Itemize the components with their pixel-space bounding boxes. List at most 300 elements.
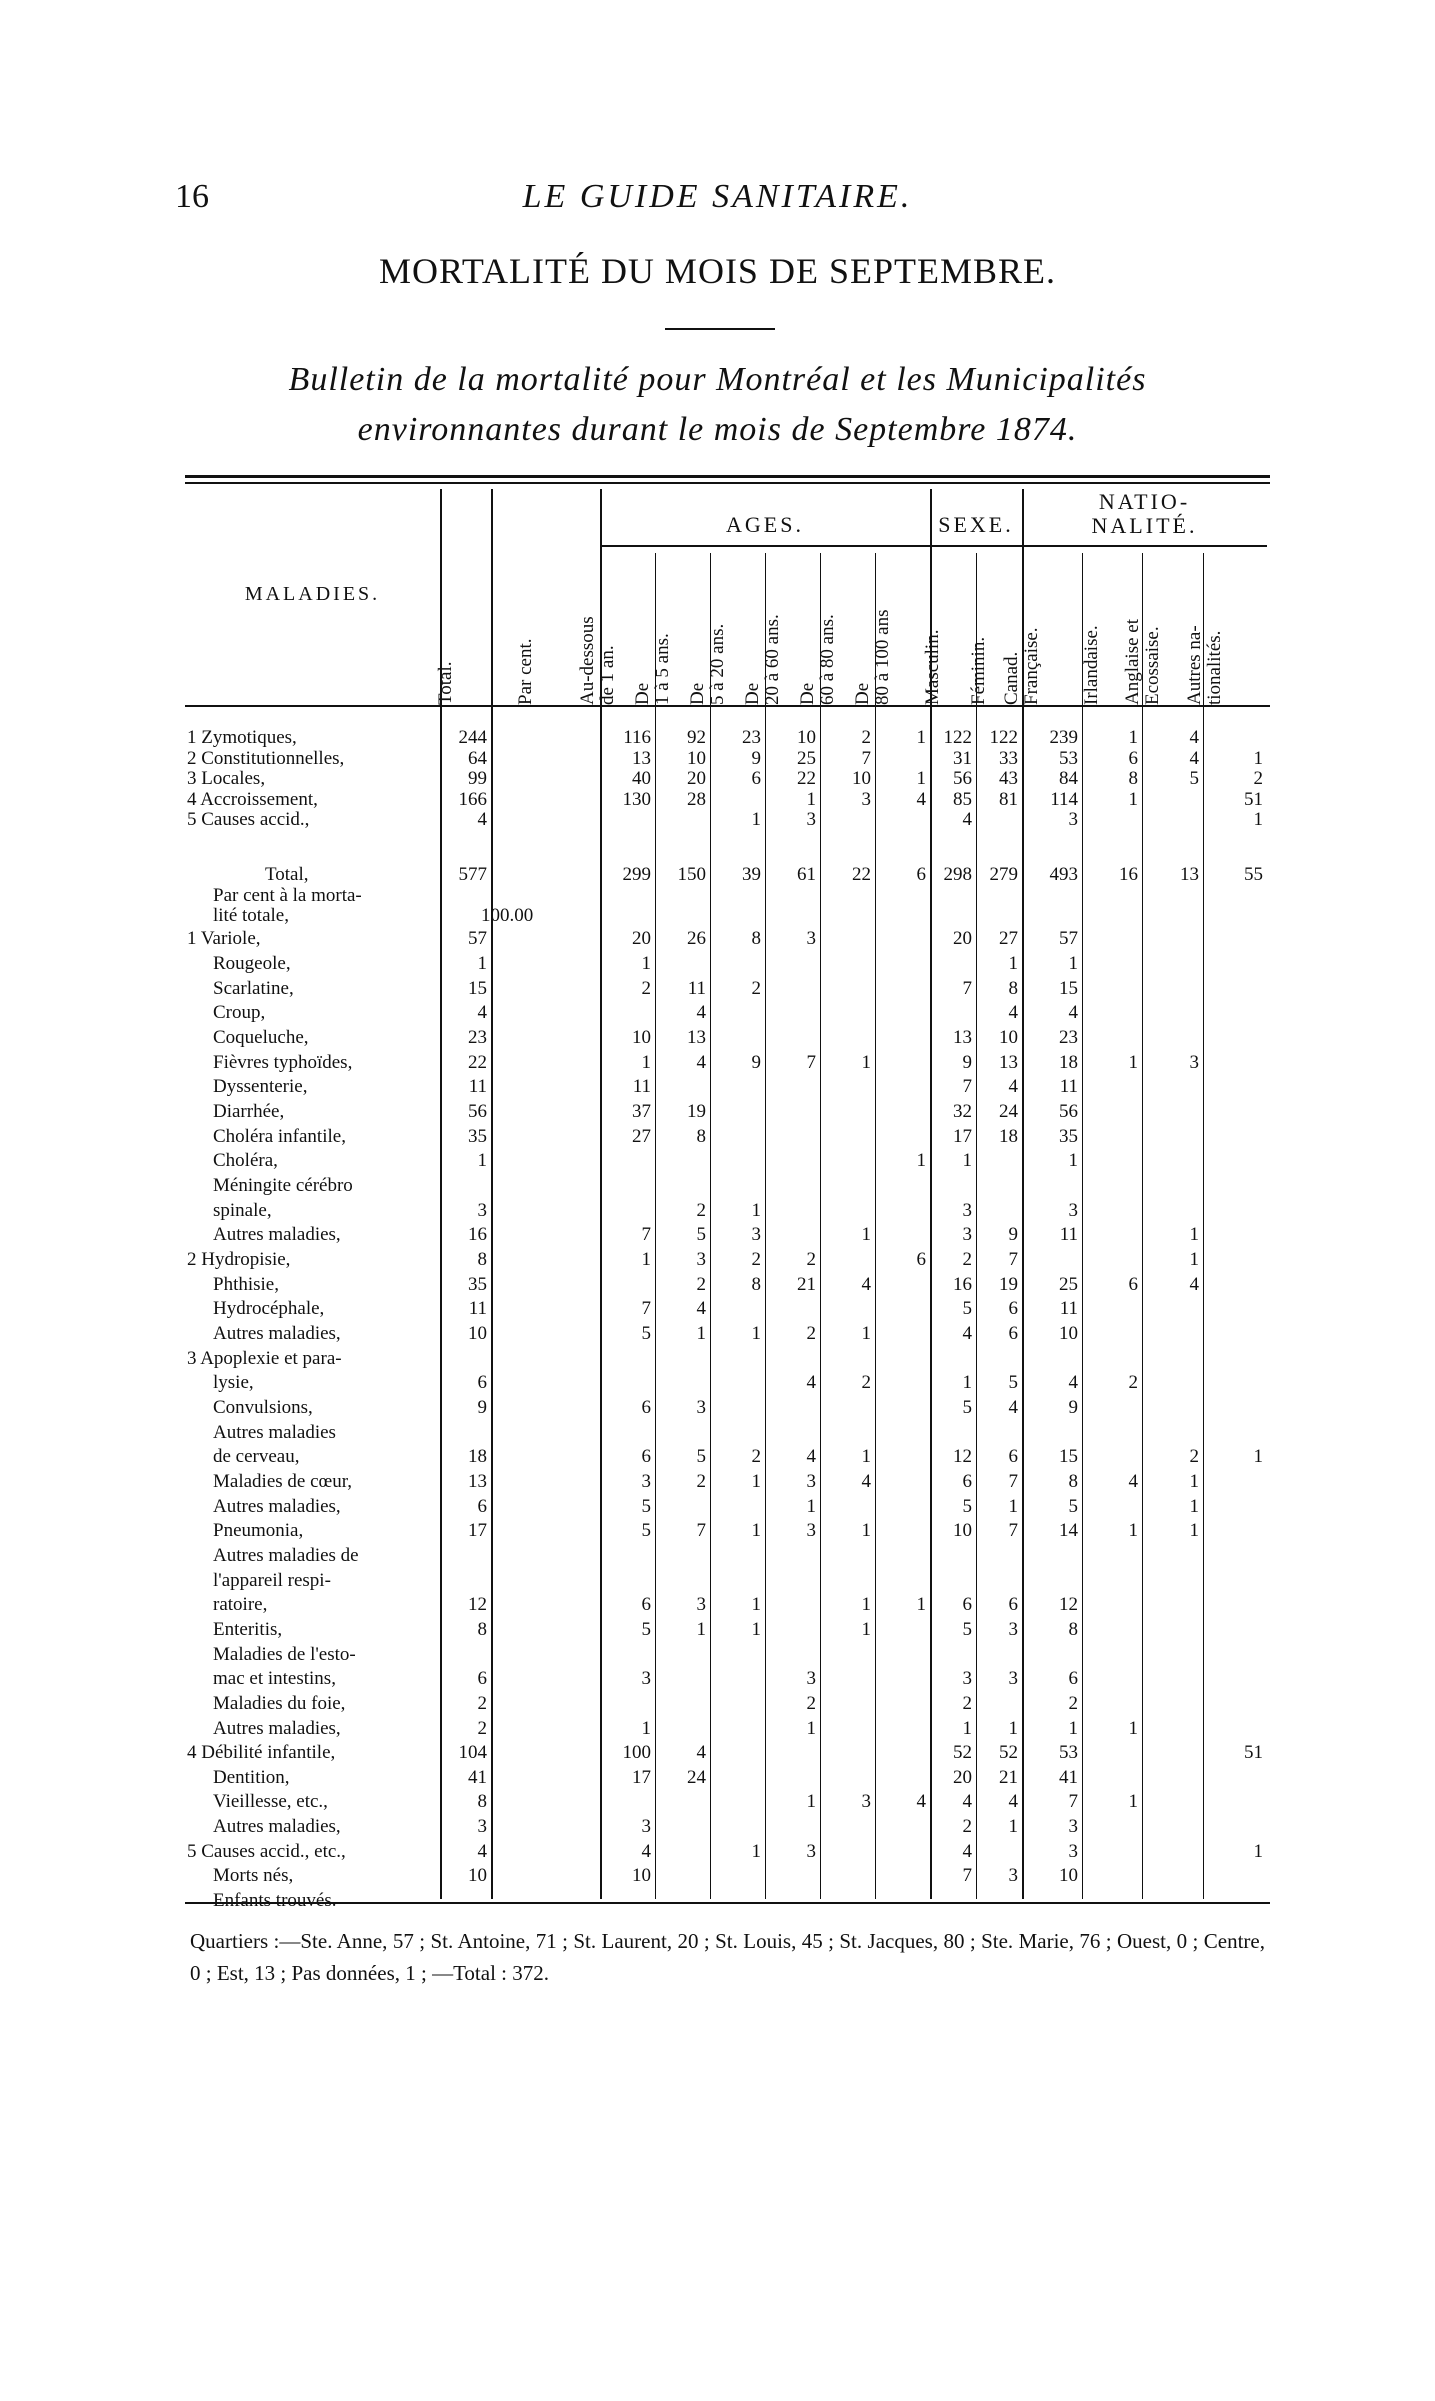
- table-cell: 7: [962, 1076, 972, 1097]
- table-cell: 1: [751, 809, 761, 830]
- header-bottom-rule: [185, 705, 1270, 707]
- table-row: [185, 1151, 1270, 1170]
- table-cell: 39: [742, 864, 761, 885]
- table-cell: 1: [916, 1594, 926, 1615]
- table-row: [185, 1275, 1270, 1294]
- column-header-label: De 1 à 5 ans.: [631, 633, 673, 705]
- table-row: [185, 1842, 1270, 1861]
- table-cell: 6: [1008, 1298, 1018, 1319]
- table-cell: 15: [1059, 978, 1078, 999]
- table-cell: 299: [622, 864, 651, 885]
- table-row: [185, 728, 1270, 747]
- table-cell: 32: [953, 1101, 972, 1122]
- maladies-header: MALADIES.: [244, 583, 381, 605]
- table-cell: 20: [953, 1767, 972, 1788]
- row-label: 1 Variole,: [187, 928, 261, 949]
- row-label: Enfants trouvés.: [213, 1890, 337, 1911]
- row-label: Diarrhée,: [213, 1101, 285, 1122]
- table-row: [185, 1423, 1270, 1442]
- table-row: [185, 1743, 1270, 1762]
- table-row: [185, 1028, 1270, 1047]
- table-cell: 56: [468, 1101, 487, 1122]
- table-cell: 4: [1008, 1002, 1018, 1023]
- table-cell: 1: [916, 768, 926, 789]
- table-cell: 1: [806, 1496, 816, 1517]
- table-cell: 99: [468, 768, 487, 789]
- page-title: MORTALITÉ DU MOIS DE SEPTEMBRE.: [379, 251, 1056, 291]
- table-cell: 2: [751, 1249, 761, 1270]
- table-cell: 1: [1128, 1718, 1138, 1739]
- table-cell: 114: [1050, 789, 1078, 810]
- table-cell: 2: [696, 1274, 706, 1295]
- row-label: Choléra,: [213, 1150, 278, 1171]
- table-row: [185, 1595, 1270, 1614]
- table-cell: 1: [1068, 1150, 1078, 1171]
- subtitle-line-2: environnantes durant le mois de Septembre 1874.: [357, 411, 1078, 448]
- table-row: [185, 1299, 1270, 1318]
- table-cell: 8: [751, 928, 761, 949]
- row-label: ratoire,: [213, 1594, 268, 1615]
- table-cell: 1: [861, 1619, 871, 1640]
- table-cell: 150: [677, 864, 706, 885]
- table-cell: 8: [696, 1126, 706, 1147]
- group-nationalite: NATIO- NALITÉ.: [1091, 489, 1198, 538]
- table-cell: 41: [468, 1767, 487, 1788]
- table-cell: 244: [458, 727, 487, 748]
- row-label: Hydrocéphale,: [213, 1298, 325, 1319]
- table-cell: 1: [916, 1150, 926, 1171]
- table-cell: 1: [641, 1718, 651, 1739]
- table-cell: 1: [1128, 789, 1138, 810]
- table-cell: 8: [477, 1249, 487, 1270]
- table-cell: 55: [1244, 864, 1263, 885]
- table-cell: 1: [641, 1052, 651, 1073]
- table-cell: 4: [861, 1274, 871, 1295]
- page-header: [175, 178, 1260, 228]
- table-cell: 4: [962, 809, 972, 830]
- table-cell: 5: [641, 1619, 651, 1640]
- table-cell: 33: [999, 748, 1018, 769]
- table-row: [185, 1521, 1270, 1540]
- table-cell: 1: [751, 1594, 761, 1615]
- table-bottom-rule: [185, 1902, 1270, 1904]
- table-cell: 8: [1068, 1471, 1078, 1492]
- table-row: [185, 1077, 1270, 1096]
- table-cell: 19: [999, 1274, 1018, 1295]
- table-cell: 7: [641, 1298, 651, 1319]
- table-cell: 116: [623, 727, 651, 748]
- table-cell: 57: [1059, 928, 1078, 949]
- table-cell: 1: [1189, 1496, 1199, 1517]
- row-label: 3 Apoplexie et para-: [187, 1348, 342, 1369]
- table-cell: 4: [962, 1841, 972, 1862]
- table-cell: 18: [1059, 1052, 1078, 1073]
- table-cell: 6: [1068, 1668, 1078, 1689]
- row-label: 3 Locales,: [187, 768, 266, 789]
- table-cell: 3: [641, 1668, 651, 1689]
- table-cell: 1: [861, 1594, 871, 1615]
- table-cell: 239: [1049, 727, 1078, 748]
- table-cell: 3: [1008, 1619, 1018, 1640]
- column-header-label: Autres na- tionalités.: [1184, 625, 1225, 705]
- table-cell: 5: [1008, 1372, 1018, 1393]
- table-cell: 3: [751, 1224, 761, 1245]
- table-row: [185, 1497, 1270, 1516]
- table-cell: 5: [696, 1224, 706, 1245]
- table-cell: 31: [953, 748, 972, 769]
- table-cell: 17: [468, 1520, 487, 1541]
- table-cell: 56: [953, 768, 972, 789]
- table-cell: 3: [477, 1200, 487, 1221]
- table-cell: 1: [751, 1619, 761, 1640]
- table-cell: 6: [1008, 1594, 1018, 1615]
- row-label: Dentition,: [213, 1767, 290, 1788]
- table-cell: 2: [751, 978, 761, 999]
- table-cell: 8: [1008, 978, 1018, 999]
- table-cell: 1: [1253, 1446, 1263, 1467]
- table-cell: 6: [477, 1496, 487, 1517]
- table-cell: 1: [751, 1323, 761, 1344]
- table-cell: 22: [852, 864, 871, 885]
- table-row: [185, 1866, 1270, 1885]
- table-cell: 298: [943, 864, 972, 885]
- table-row: [185, 749, 1270, 768]
- table-cell: 28: [687, 789, 706, 810]
- table-cell: 3: [806, 1471, 816, 1492]
- column-header-label: De 60 à 80 ans.: [796, 614, 838, 705]
- table-row: [185, 1349, 1270, 1368]
- table-row: [185, 1003, 1270, 1022]
- table-cell: 35: [468, 1274, 487, 1295]
- table-cell: 1: [1128, 1791, 1138, 1812]
- table-cell: 3: [962, 1668, 972, 1689]
- table-cell: 6: [916, 864, 926, 885]
- table-cell: 85: [953, 789, 972, 810]
- table-cell: 21: [999, 1767, 1018, 1788]
- table-row: [185, 1571, 1270, 1590]
- table-cell: 4: [696, 1298, 706, 1319]
- table-cell: 20: [687, 768, 706, 789]
- table-row: [185, 1891, 1270, 1910]
- table-cell: 3: [861, 1791, 871, 1812]
- table-cell: 1: [1253, 809, 1263, 830]
- table-cell: 11: [632, 1076, 651, 1097]
- table-cell: 8: [1068, 1619, 1078, 1640]
- table-cell: 3: [477, 1816, 487, 1837]
- table-cell: 5: [696, 1446, 706, 1467]
- table-cell: 7: [1068, 1791, 1078, 1812]
- row-label: Scarlatine,: [213, 978, 294, 999]
- table-row: [185, 1645, 1270, 1664]
- table-cell: 6: [962, 1594, 972, 1615]
- table-cell: 1: [696, 1323, 706, 1344]
- row-label: Autres maladies,: [213, 1224, 341, 1245]
- row-label: Méningite cérébro: [213, 1175, 353, 1196]
- table-cell: 2: [696, 1471, 706, 1492]
- table-row: [185, 1768, 1270, 1787]
- table-cell: 22: [797, 768, 816, 789]
- table-cell: 16: [1119, 864, 1138, 885]
- table-cell: 2: [477, 1718, 487, 1739]
- table-cell: 1: [1253, 1841, 1263, 1862]
- column-header-label: Anglaise et Ecossaise.: [1121, 618, 1163, 705]
- table-cell: 3: [696, 1594, 706, 1615]
- table-cell: 3: [641, 1471, 651, 1492]
- table-cell: 23: [468, 1027, 487, 1048]
- table-cell: 100.00: [481, 905, 534, 926]
- table-cell: 5: [641, 1323, 651, 1344]
- table-cell: 1: [1189, 1471, 1199, 1492]
- table-cell: 2: [477, 1693, 487, 1714]
- table-cell: 2: [962, 1249, 972, 1270]
- table-cell: 3: [1068, 1200, 1078, 1221]
- table-row: [185, 1324, 1270, 1343]
- table-cell: 11: [687, 978, 706, 999]
- table-cell: 3: [1008, 1668, 1018, 1689]
- table-cell: 4: [1008, 1397, 1018, 1418]
- row-label: Fièvres typhoïdes,: [213, 1052, 353, 1073]
- table-cell: 5: [962, 1496, 972, 1517]
- table-cell: 1: [861, 1224, 871, 1245]
- table-row: [185, 1201, 1270, 1220]
- table-cell: 6: [962, 1471, 972, 1492]
- table-cell: 8: [1128, 768, 1138, 789]
- title-rule: [665, 328, 775, 330]
- table-cell: 1: [1008, 1718, 1018, 1739]
- table-cell: 10: [468, 1323, 487, 1344]
- row-label: 2 Hydropisie,: [187, 1249, 291, 1270]
- table-cell: 6: [1128, 748, 1138, 769]
- table-cell: 1: [806, 1791, 816, 1812]
- table-cell: 1: [1128, 1052, 1138, 1073]
- row-label: lysie,: [213, 1372, 254, 1393]
- table-cell: 20: [632, 928, 651, 949]
- table-cell: 1: [962, 1372, 972, 1393]
- table-cell: 6: [751, 768, 761, 789]
- table-cell: 1: [806, 1718, 816, 1739]
- table-cell: 1: [861, 1520, 871, 1541]
- table-cell: 4: [1189, 1274, 1199, 1295]
- table-row: [185, 979, 1270, 998]
- table-cell: 51: [1244, 1742, 1263, 1763]
- table-cell: 1: [641, 1249, 651, 1270]
- table-cell: 5: [641, 1496, 651, 1517]
- table-cell: 13: [687, 1027, 706, 1048]
- table-cell: 1: [751, 1520, 761, 1541]
- table-cell: 56: [1059, 1101, 1078, 1122]
- table-cell: 493: [1049, 864, 1078, 885]
- table-cell: 23: [742, 727, 761, 748]
- row-label: Pneumonia,: [213, 1520, 304, 1541]
- table-cell: 9: [751, 1052, 761, 1073]
- table-cell: 35: [468, 1126, 487, 1147]
- nationalite-rule: [1022, 545, 1267, 547]
- table-row: [185, 1792, 1270, 1811]
- table-cell: 6: [1008, 1323, 1018, 1344]
- table-cell: 13: [632, 748, 651, 769]
- column-header-label: De 20 à 60 ans.: [741, 614, 783, 705]
- table-cell: 4: [696, 1002, 706, 1023]
- table-cell: 14: [1059, 1520, 1078, 1541]
- table-cell: 8: [477, 1791, 487, 1812]
- table-cell: 7: [1008, 1520, 1018, 1541]
- page-subtitle: [150, 355, 1285, 455]
- table-row: [185, 865, 1270, 884]
- table-cell: 122: [943, 727, 972, 748]
- table-cell: 10: [852, 768, 871, 789]
- column-header-label: Total.: [434, 661, 456, 705]
- table-cell: 10: [468, 1865, 487, 1886]
- table-cell: 15: [1059, 1446, 1078, 1467]
- table-cell: 3: [1189, 1052, 1199, 1073]
- table-cell: 12: [468, 1594, 487, 1615]
- ages-rule: [600, 545, 930, 547]
- table-cell: 61: [797, 864, 816, 885]
- table-cell: 9: [962, 1052, 972, 1073]
- table-row: [185, 810, 1270, 829]
- table-cell: 7: [806, 1052, 816, 1073]
- table-cell: 1: [861, 1052, 871, 1073]
- row-label: Morts nés,: [213, 1865, 294, 1886]
- table-cell: 13: [1180, 864, 1199, 885]
- table-row: [185, 1472, 1270, 1491]
- table-cell: 9: [1008, 1224, 1018, 1245]
- table-cell: 7: [962, 978, 972, 999]
- table-cell: 12: [1059, 1594, 1078, 1615]
- table-cell: 21: [797, 1274, 816, 1295]
- table-cell: 10: [632, 1027, 651, 1048]
- table-cell: 53: [1059, 748, 1078, 769]
- table-cell: 166: [458, 789, 487, 810]
- column-header-label: Canad. Française.: [1001, 627, 1042, 705]
- table-cell: 2: [806, 1693, 816, 1714]
- table-cell: 9: [1068, 1397, 1078, 1418]
- table-cell: 7: [641, 1224, 651, 1245]
- table-cell: 1: [1189, 1520, 1199, 1541]
- table-row: [185, 769, 1270, 788]
- row-label: Maladies de l'esto-: [213, 1644, 356, 1665]
- table-cell: 1: [751, 1471, 761, 1492]
- column-header: [1184, 555, 1267, 705]
- row-label: Autres maladies,: [213, 1323, 341, 1344]
- table-cell: 5: [962, 1619, 972, 1640]
- table-cell: 43: [999, 768, 1018, 789]
- column-header-label: Par cent.: [514, 638, 536, 705]
- table-cell: 9: [751, 748, 761, 769]
- table-cell: 1: [1068, 1718, 1078, 1739]
- table-cell: 3: [806, 1520, 816, 1541]
- table-cell: 17: [632, 1767, 651, 1788]
- table-cell: 10: [953, 1520, 972, 1541]
- table-row: [185, 1176, 1270, 1195]
- row-label: Autres maladies de: [213, 1545, 359, 1566]
- table-cell: 3: [696, 1249, 706, 1270]
- table-cell: 130: [622, 789, 651, 810]
- table-cell: 13: [999, 1052, 1018, 1073]
- table-row: [185, 1620, 1270, 1639]
- table-cell: 2: [962, 1693, 972, 1714]
- table-row: [185, 1250, 1270, 1269]
- table-cell: 1: [962, 1150, 972, 1171]
- table-cell: 17: [953, 1126, 972, 1147]
- table-cell: 1: [477, 953, 487, 974]
- table-cell: 5: [1189, 768, 1199, 789]
- table-row: [185, 790, 1270, 809]
- table-cell: 23: [1059, 1027, 1078, 1048]
- table-cell: 1: [1189, 1249, 1199, 1270]
- table-cell: 35: [1059, 1126, 1078, 1147]
- table-row: [185, 1447, 1270, 1466]
- row-label: Vieillesse, etc.,: [213, 1791, 328, 1812]
- subtitle-line-1: Bulletin de la mortalité pour Montréal et les Municipalités: [288, 361, 1147, 398]
- table-cell: 4: [696, 1052, 706, 1073]
- table-cell: 10: [1059, 1865, 1078, 1886]
- row-label: Convulsions,: [213, 1397, 313, 1418]
- table-cell: 4: [477, 1002, 487, 1023]
- table-cell: 4: [1068, 1002, 1078, 1023]
- table-cell: 1: [751, 1841, 761, 1862]
- table-cell: 7: [861, 748, 871, 769]
- table-row: [185, 1669, 1270, 1688]
- table-cell: 5: [1068, 1496, 1078, 1517]
- table-row: [185, 929, 1270, 948]
- table-cell: 1: [1128, 727, 1138, 748]
- row-label: Autres maladies,: [213, 1718, 341, 1739]
- table-row: [185, 906, 1270, 925]
- row-label: mac et intestins,: [213, 1668, 336, 1689]
- table-cell: 7: [962, 1865, 972, 1886]
- table-cell: 4: [1008, 1791, 1018, 1812]
- row-label: Par cent à la morta-: [213, 885, 362, 906]
- table-cell: 64: [468, 748, 487, 769]
- column-header-label: Féminin.: [968, 636, 989, 705]
- table-cell: 104: [458, 1742, 487, 1763]
- table-cell: 4: [861, 1471, 871, 1492]
- table-cell: 4: [1068, 1372, 1078, 1393]
- table-cell: 1: [641, 953, 651, 974]
- table-row: [185, 1719, 1270, 1738]
- table-cell: 11: [468, 1298, 487, 1319]
- table-cell: 25: [1059, 1274, 1078, 1295]
- table-cell: 11: [468, 1076, 487, 1097]
- table-cell: 6: [1008, 1446, 1018, 1467]
- row-label: 4 Débilité infantile,: [187, 1742, 336, 1763]
- table-cell: 6: [477, 1668, 487, 1689]
- table-row: [185, 831, 1270, 850]
- running-head: LE GUIDE SANITAIRE.: [522, 178, 913, 215]
- table-cell: 3: [1068, 809, 1078, 830]
- table-cell: 6: [641, 1397, 651, 1418]
- table-cell: 2: [861, 727, 871, 748]
- table-cell: 2: [751, 1446, 761, 1467]
- table-cell: 18: [999, 1126, 1018, 1147]
- row-label: Autres maladies: [213, 1422, 336, 1443]
- table-top-rule-2: [185, 482, 1270, 484]
- table-cell: 1: [1189, 1224, 1199, 1245]
- column-header: [434, 555, 491, 705]
- table-cell: 5: [962, 1298, 972, 1319]
- row-label: 5 Causes accid., etc.,: [187, 1841, 346, 1862]
- table-cell: 4: [641, 1841, 651, 1862]
- table-cell: 24: [687, 1767, 706, 1788]
- table-cell: 2: [806, 1249, 816, 1270]
- table-cell: 3: [806, 1668, 816, 1689]
- row-label: Choléra infantile,: [213, 1126, 346, 1147]
- table-cell: 24: [999, 1101, 1018, 1122]
- table-cell: 6: [641, 1446, 651, 1467]
- table-cell: 16: [953, 1274, 972, 1295]
- table-cell: 1: [1008, 1816, 1018, 1837]
